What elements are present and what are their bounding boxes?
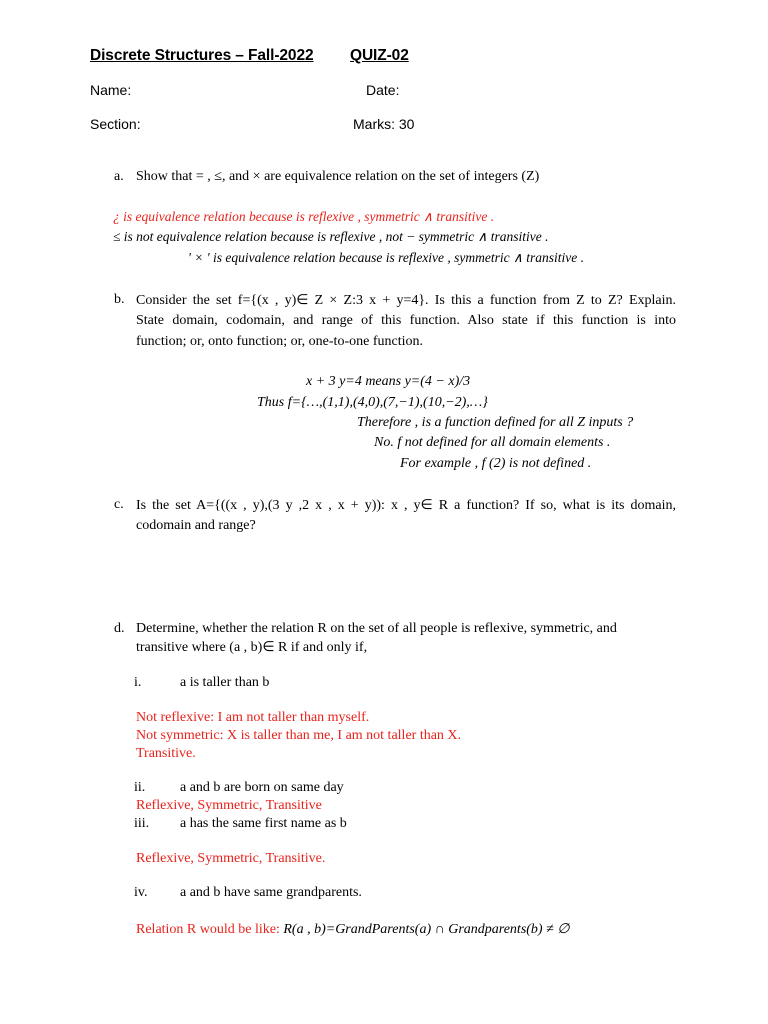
question-a-answer-3: ' × ' is equivalence relation because is reflexive , symmetric ∧ transitive . — [188, 250, 585, 265]
section-label: Section: — [90, 116, 141, 132]
question-b-line-3: function; or, onto function; or, one-to-one function. — [136, 334, 423, 349]
item-iv-text: a and b have same grandparents. — [180, 885, 362, 900]
item-ii-number: ii. — [134, 780, 146, 795]
item-i-answer-3: Transitive. — [136, 746, 196, 761]
course-title: Discrete Structures – Fall-2022 — [90, 47, 314, 64]
item-i-number: i. — [134, 675, 142, 690]
item-i-answer-1: Not reflexive: I am not taller than myself. — [136, 710, 370, 725]
item-iv-answer-math: R(a , b)=GrandParents(a) ∩ Grandparents(b) ≠ ∅ — [283, 922, 570, 937]
question-c-line-2: codomain and range? — [136, 518, 256, 533]
item-iii-answer-1: Reflexive, Symmetric, Transitive. — [136, 851, 326, 866]
question-b-math-3: Therefore , is a function defined for all Z inputs ? — [357, 415, 634, 430]
question-b-math-5: For example , f (2) is not defined . — [400, 456, 592, 471]
question-c-label: c. — [114, 497, 124, 512]
question-b-math-4: No. f not defined for all domain elements . — [374, 435, 611, 450]
item-iii-text: a has the same first name as b — [180, 816, 347, 831]
item-ii-text: a and b are born on same day — [180, 780, 344, 795]
item-i-answer-2: Not symmetric: X is taller than me, I am not taller than X. — [136, 728, 462, 743]
item-i-text: a is taller than b — [180, 675, 270, 690]
item-iv-answer-prefix: Relation R would be like: — [136, 922, 284, 937]
question-a-label: a. — [114, 169, 124, 184]
quiz-label: QUIZ-02 — [350, 47, 409, 64]
marks-label: Marks: 30 — [353, 116, 415, 132]
question-a-answer-1: ¿ is equivalence relation because is reflexive , symmetric ∧ transitive . — [113, 209, 495, 224]
date-label: Date: — [366, 82, 400, 98]
item-iii-number: iii. — [134, 816, 150, 831]
question-b-line-2: State domain, codomain, and range of this function. Also state if this function is into — [136, 313, 676, 328]
question-d-label: d. — [114, 621, 125, 636]
item-iv-number: iv. — [134, 885, 148, 900]
question-b-math-1: x + 3 y=4 means y=(4 − x)/3 — [306, 374, 471, 389]
question-b-label: b. — [114, 292, 125, 307]
question-a-answer-2: ≤ is not equivalence relation because is reflexive , not − symmetric ∧ transitive . — [113, 229, 549, 244]
name-label: Name: — [90, 82, 132, 98]
question-d-line-2: transitive where (a , b)∈ R if and only if, — [136, 640, 368, 655]
item-ii-answer-1: Reflexive, Symmetric, Transitive — [136, 798, 322, 813]
question-c-line-1: Is the set A={((x , y),(3 y ,2 x , x + y)): x , y∈ R a function? If so, what is its domain, — [136, 498, 676, 513]
question-a-text: Show that = , ≤, and × are equivalence relation on the set of integers (Z) — [136, 169, 540, 184]
question-b-math-2: Thus f={…,(1,1),(4,0),(7,−1),(10,−2),…} — [257, 395, 488, 410]
question-b-line-1: Consider the set f={(x , y)∈ Z × Z:3 x + y=4}. Is this a function from Z to Z? Explain. — [136, 293, 676, 308]
question-d-line-1: Determine, whether the relation R on the set of all people is reflexive, symmetric, and — [136, 621, 617, 636]
item-iv-answer — [136, 921, 569, 938]
